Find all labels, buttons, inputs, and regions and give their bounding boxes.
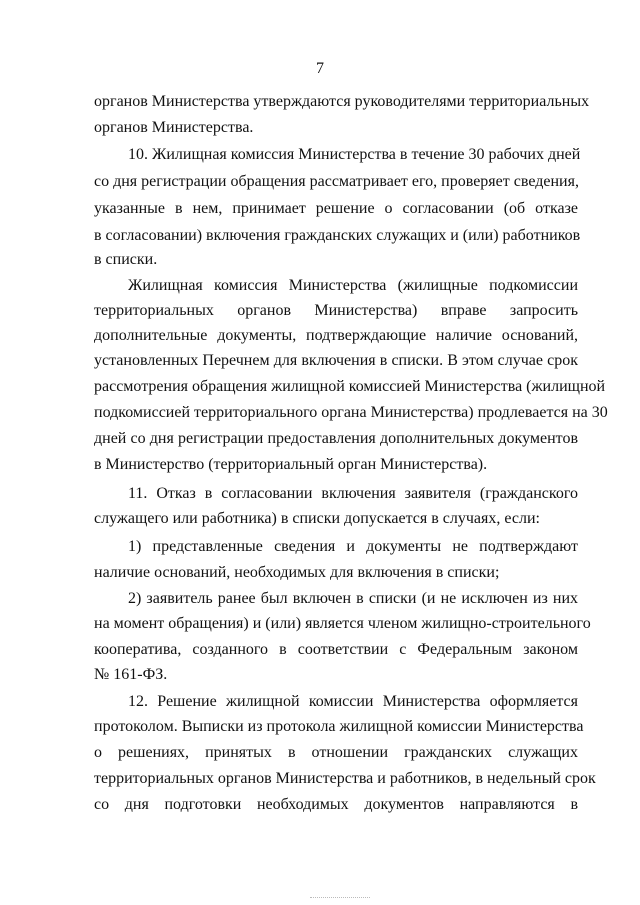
text-line: наличие оснований, необходимых для включения в списки;: [94, 564, 500, 581]
text-line: со дня регистрации обращения рассматривает его, проверяет сведения,: [94, 173, 579, 190]
text-line: дополнительные документы, подтверждающие наличие оснований,: [94, 327, 578, 344]
text-line: служащего или работника) в списки допускается в случаях, если:: [94, 510, 540, 527]
text-line: органов Министерства.: [94, 119, 254, 136]
text-line: территориальных органов Министерства и работников, в недельный срок: [94, 770, 596, 787]
text-line: территориальных органов Министерства) вправе запросить: [94, 302, 578, 319]
text-line: органов Министерства утверждаются руководителями территориальных: [94, 93, 590, 110]
text-line: установленных Перечнем для включения в списки. В этом случае срок: [94, 352, 578, 369]
page-number: 7: [316, 60, 324, 77]
text-line: в согласовании) включения гражданских служащих и (или) работников: [94, 227, 581, 244]
text-line: № 161-ФЗ.: [94, 666, 168, 683]
text-line: дней со дня регистрации предоставления дополнительных документов: [94, 430, 578, 447]
text-line: на момент обращения) и (или) является членом жилищно-строительного: [94, 615, 591, 632]
text-line: подкомиссией территориального органа Министерства) продлевается на 30: [94, 404, 608, 421]
text-line: о решениях, принятых в отношении гражданских служащих: [94, 744, 578, 761]
text-line: рассмотрения обращения жилищной комиссией Министерства (жилищной: [94, 378, 606, 395]
list-item-1: 1) представленные сведения и документы не подтверждают: [128, 538, 578, 555]
text-line: в списки.: [94, 251, 158, 268]
paragraph-10-start: 10. Жилищная комиссия Министерства в течение 30 рабочих дней: [128, 146, 581, 163]
list-item-2: 2) заявитель ранее был включен в списки (и не исключен из них: [128, 590, 578, 607]
text-line: в Министерство (территориальный орган Министерства).: [94, 456, 488, 473]
text-line: со дня подготовки необходимых документов направляются в: [94, 796, 578, 813]
paragraph-11-start: 11. Отказ в согласовании включения заявителя (гражданского: [128, 485, 578, 502]
text-line: указанные в нем, принимает решение о согласовании (об отказе: [94, 200, 578, 217]
text-line: кооператива, созданного в соответствии с Федеральным законом: [94, 641, 578, 658]
paragraph-start: Жилищная комиссия Министерства (жилищные подкомиссии: [128, 277, 578, 294]
page-bottom-mark: [310, 897, 370, 898]
paragraph-12-start: 12. Решение жилищной комиссии Министерства оформляется: [128, 693, 578, 710]
text-line: протоколом. Выписки из протокола жилищной комиссии Министерства: [94, 718, 584, 735]
